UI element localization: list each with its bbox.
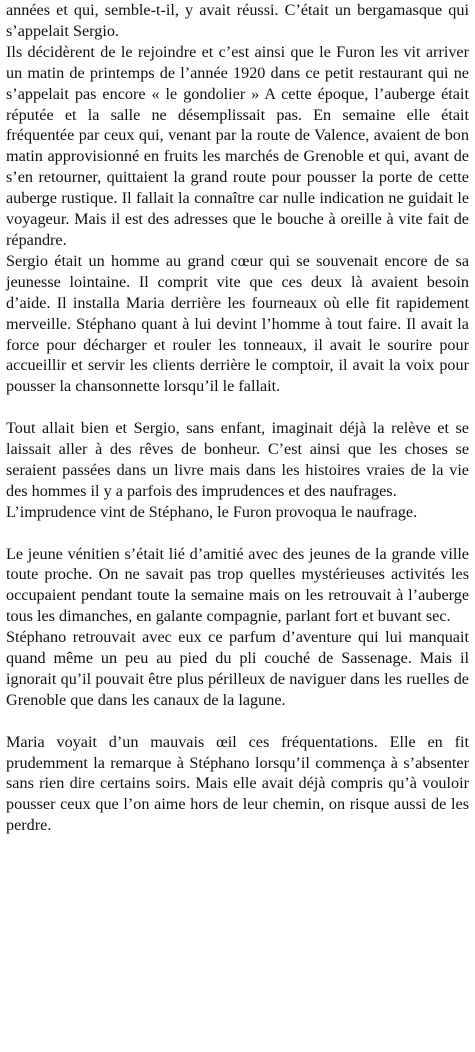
document-page	[6, 0, 469, 836]
paragraph-2: Ils décidèrent de le rejoindre et c’est ainsi que le Furon les vit arriver un matin de printemps de l’année 1920 dans ce petit restaurant qui ne s’appelait pas encore « le gondolier » A cette époque, l’auberge était réputée et la salle ne désemplissait pas. En semaine elle était fréquentée par ceux qui, venant par la route de Valence, avaient de bon matin approvisionné en fruits les marchés de Grenoble et qui, avant de s’en retourner, quittaient la grand route pour pousser la porte de cette auberge rustique. Il fallait la connaître car nulle indication ne guidait le voyageur. Mais il est des adresses que le bouche à oreille à vite fait de répandre.	[6, 42, 469, 249]
paragraph-gap	[6, 711, 469, 732]
paragraph-gap	[6, 397, 469, 418]
paragraph-3: Sergio était un homme au grand cœur qui se souvenait encore de sa jeunesse lointaine. Il comprit vite que ces deux là avaient besoin d’aide. Il installa Maria derrière les fourneaux où elle fit rapidement merveille. Stéphano quant à lui devint l’homme à tout faire. Il avait la force pour décharger et rouler les tonneaux, il avait le sourire pour accueillir et servir les clients derrière le comptoir, il avait la voix pour pousser la chansonnette lorsqu’il le fallait.	[6, 251, 469, 396]
paragraph-4: Tout allait bien et Sergio, sans enfant, imaginait déjà la relève et se laissait aller à des rêves de bonheur. C’est ainsi que les choses se seraient passées dans un livre mais dans les histoires vraies de la vie des hommes il y a parfois des imprudences et des naufrages.	[6, 419, 469, 500]
paragraph-7: Stéphano retrouvait avec eux ce parfum d’aventure qui lui manquait quand même un peu au pied du pli couché de Sassenage. Mais il ignorait qu’il pouvait être plus périlleux de naviguer dans les ruelles de Grenoble que dans les canaux de la lagune.	[6, 628, 469, 709]
paragraph-6: Le jeune vénitien s’était lié d’amitié avec des jeunes de la grande ville toute proche. On ne savait pas trop quelles mystérieuses activités les occupaient pendant toute la semaine mais on les retrouvait à l’auberge tous les dimanches, en galante compagnie, parlant fort et buvant sec.	[6, 544, 469, 626]
paragraph-5: L’imprudence vint de Stéphano, le Furon provoqua le naufrage.	[6, 502, 418, 521]
paragraph-1: années et qui, semble-t-il, y avait réussi. C’était un bergamasque qui s’appelait Sergio.	[6, 1, 469, 40]
paragraph-8: Maria voyait d’un mauvais œil ces fréquentations. Elle en fit prudemment la remarque à Stéphano lorsqu’il commença à s’absenter sans rien dire certains soirs. Mais elle avait déjà compris qu’à vouloir pousser ceux que l’on aime hors de leur chemin, on risque aussi de les perdre.	[6, 732, 469, 835]
paragraph-gap	[6, 523, 469, 544]
